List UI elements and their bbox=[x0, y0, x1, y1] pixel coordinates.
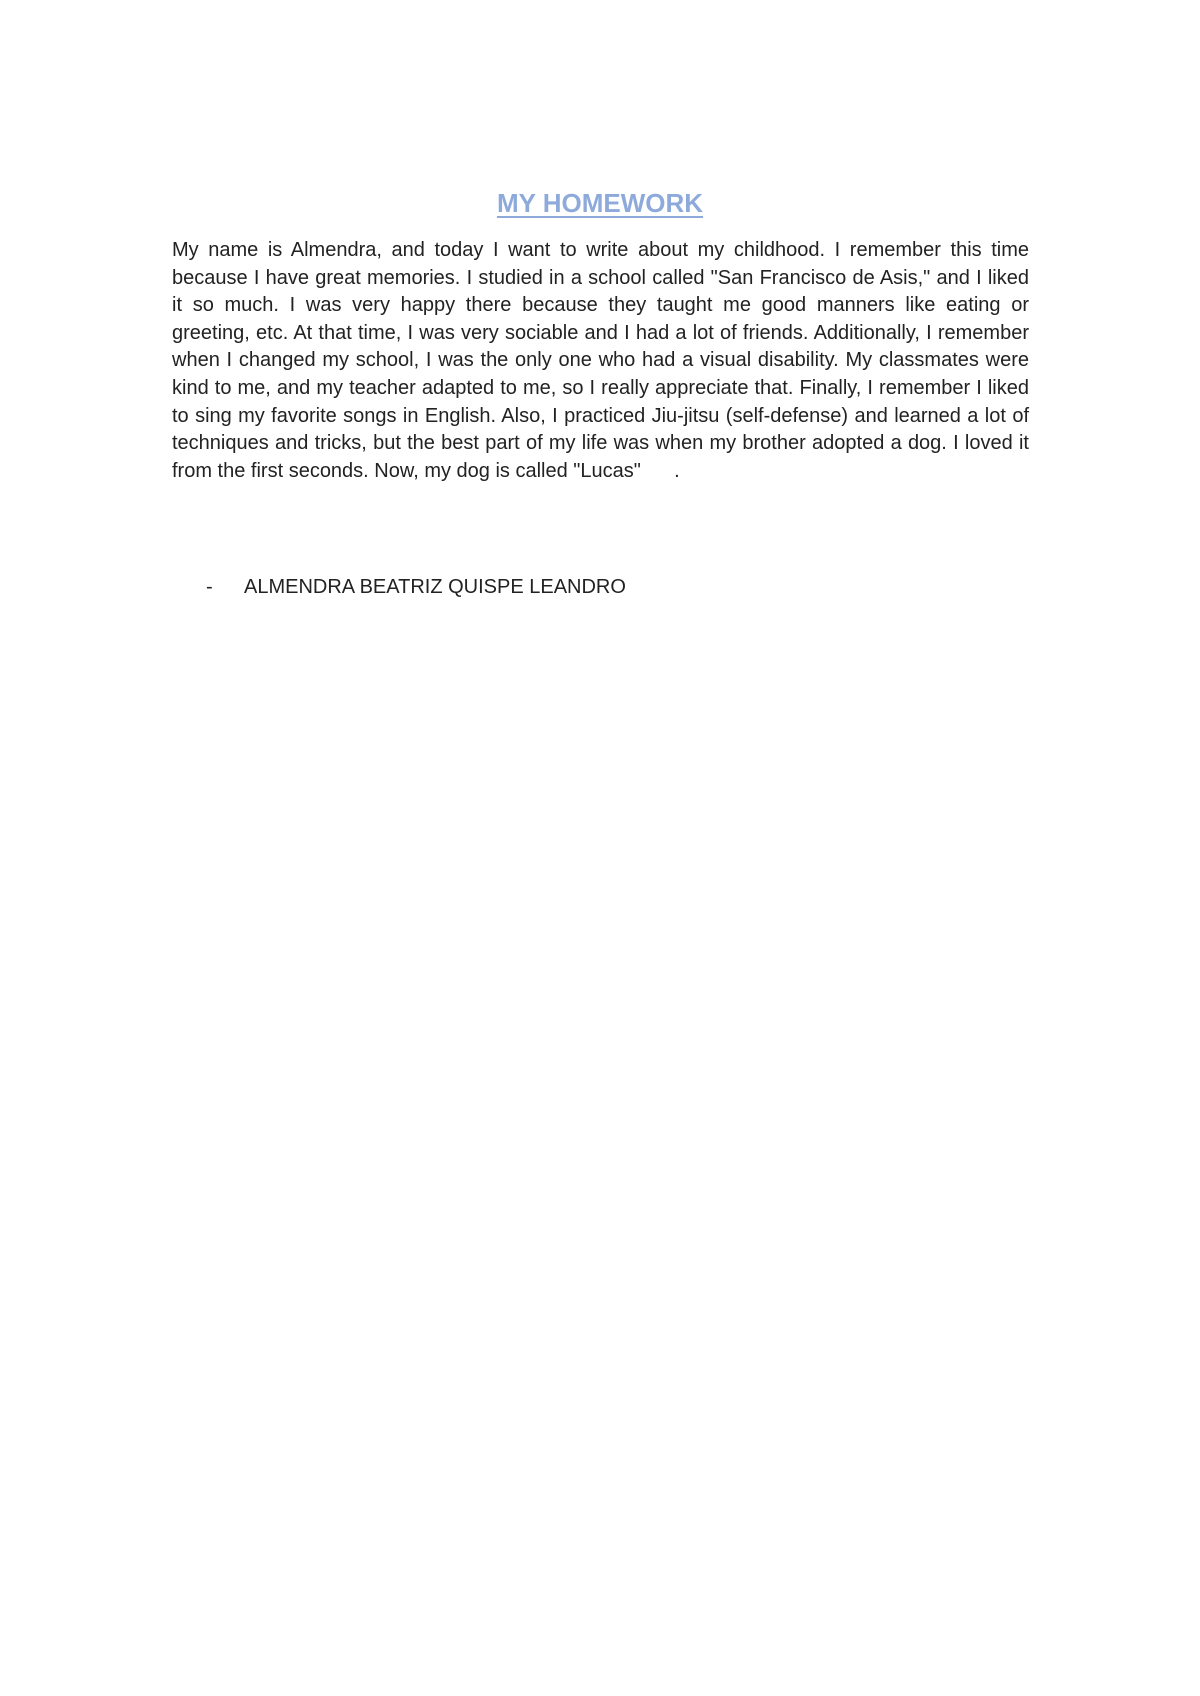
author-name: ALMENDRA BEATRIZ QUISPE LEANDRO bbox=[244, 576, 626, 598]
signature-list bbox=[172, 574, 1029, 601]
document-title: MY HOMEWORK bbox=[496, 188, 704, 218]
body-paragraph: My name is Almendra, and today I want to write about my childhood. I remember this time because I have great memories. I studied in a school called "San Francisco de Asis," and I liked it so much. I was very happy there because they taught me good manners like eating or greeting, etc. At that time, I was very sociable and I had a lot of friends. Additionally, I remember when I changed my school, I was the only one who had a visual disability. My classmates were kind to me, and my teacher adapted to me, so I really appreciate that. Finally, I remember I liked to sing my favorite songs in English. Also, I practiced Jiu-jitsu (self-defense) and learned a lot of techniques and tricks, but the best part of my life was when my brother adopted a dog. I loved it from the first seconds. Now, my dog is called "Lucas" . bbox=[172, 239, 1035, 482]
dash-bullet: - bbox=[206, 576, 213, 598]
signature-item bbox=[172, 574, 1029, 601]
